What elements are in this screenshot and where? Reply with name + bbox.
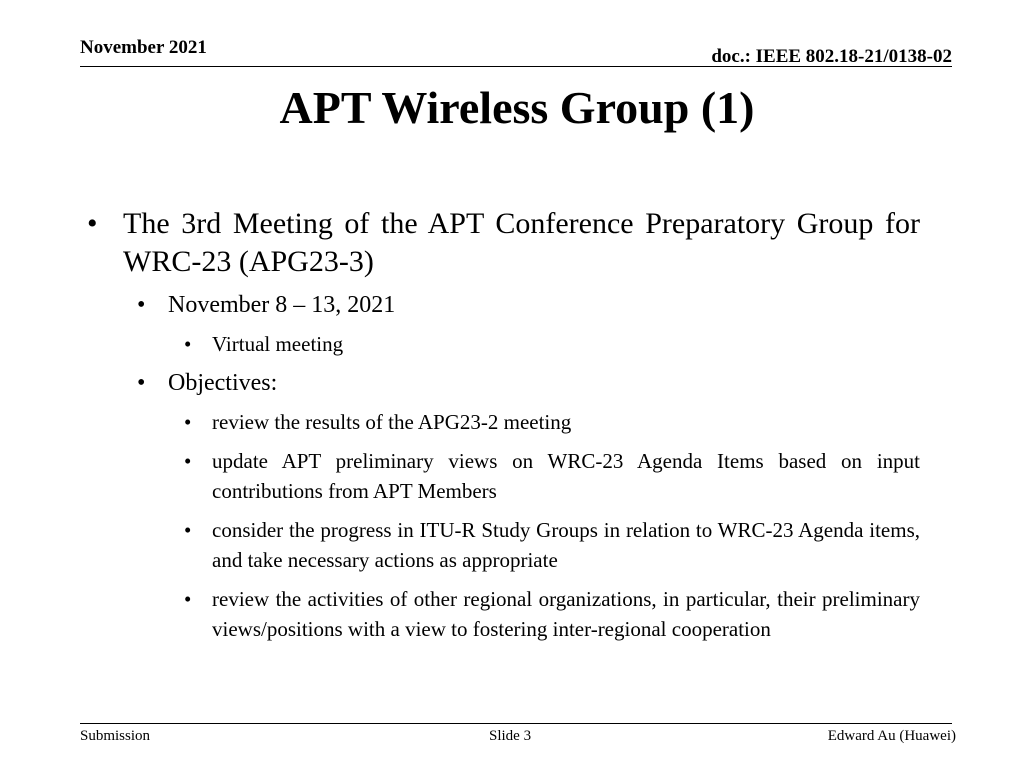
bullet-level3 <box>85 515 920 575</box>
footer-slide-number: Slide 3 <box>489 728 532 744</box>
bullet-icon: • <box>184 518 192 542</box>
bullet-icon: • <box>184 332 192 356</box>
bullet-text: review the results of the APG23-2 meeting <box>212 410 572 434</box>
bullet-text: update APT preliminary views on WRC-23 Agenda Items based on input contributions from APT Members <box>212 449 920 503</box>
bullet-icon: • <box>184 410 192 434</box>
slide-content <box>85 205 920 644</box>
bullet-icon: • <box>87 207 98 240</box>
bullet-icon: • <box>137 292 146 318</box>
bullet-text: consider the progress in ITU-R Study Groups in relation to WRC-23 Agenda items, and take necessary actions as appropriate <box>212 518 920 572</box>
bullet-level3 <box>85 446 920 506</box>
bullet-level2 <box>85 368 920 398</box>
footer-author: Edward Au (Huawei) <box>827 728 956 744</box>
header-date: November 2021 <box>80 37 207 58</box>
bullet-level3 <box>85 329 920 359</box>
header-doc-number: doc.: IEEE 802.18-21/0138-02 <box>711 46 952 67</box>
bullet-text: Virtual meeting <box>212 332 344 356</box>
header-divider <box>80 66 952 67</box>
bullet-level1 <box>85 205 920 281</box>
bullet-level3 <box>85 407 920 437</box>
bullet-icon: • <box>184 587 192 611</box>
slide-title: APT Wireless Group (1) <box>279 82 755 133</box>
bullet-icon: • <box>137 370 146 396</box>
bullet-level2 <box>85 290 920 320</box>
bullet-text: review the activities of other regional organizations, in particular, their preliminary views/positions with a view to fostering inter-regional cooperation <box>212 587 920 641</box>
bullet-text: Objectives: <box>168 370 278 396</box>
bullet-text: November 8 – 13, 2021 <box>168 292 396 318</box>
bullet-level3 <box>85 584 920 644</box>
footer-submission: Submission <box>80 728 151 744</box>
bullet-text: The 3rd Meeting of the APT Conference Preparatory Group for WRC-23 (APG23-3) <box>123 207 920 278</box>
footer-divider <box>80 723 952 724</box>
bullet-icon: • <box>184 449 192 473</box>
